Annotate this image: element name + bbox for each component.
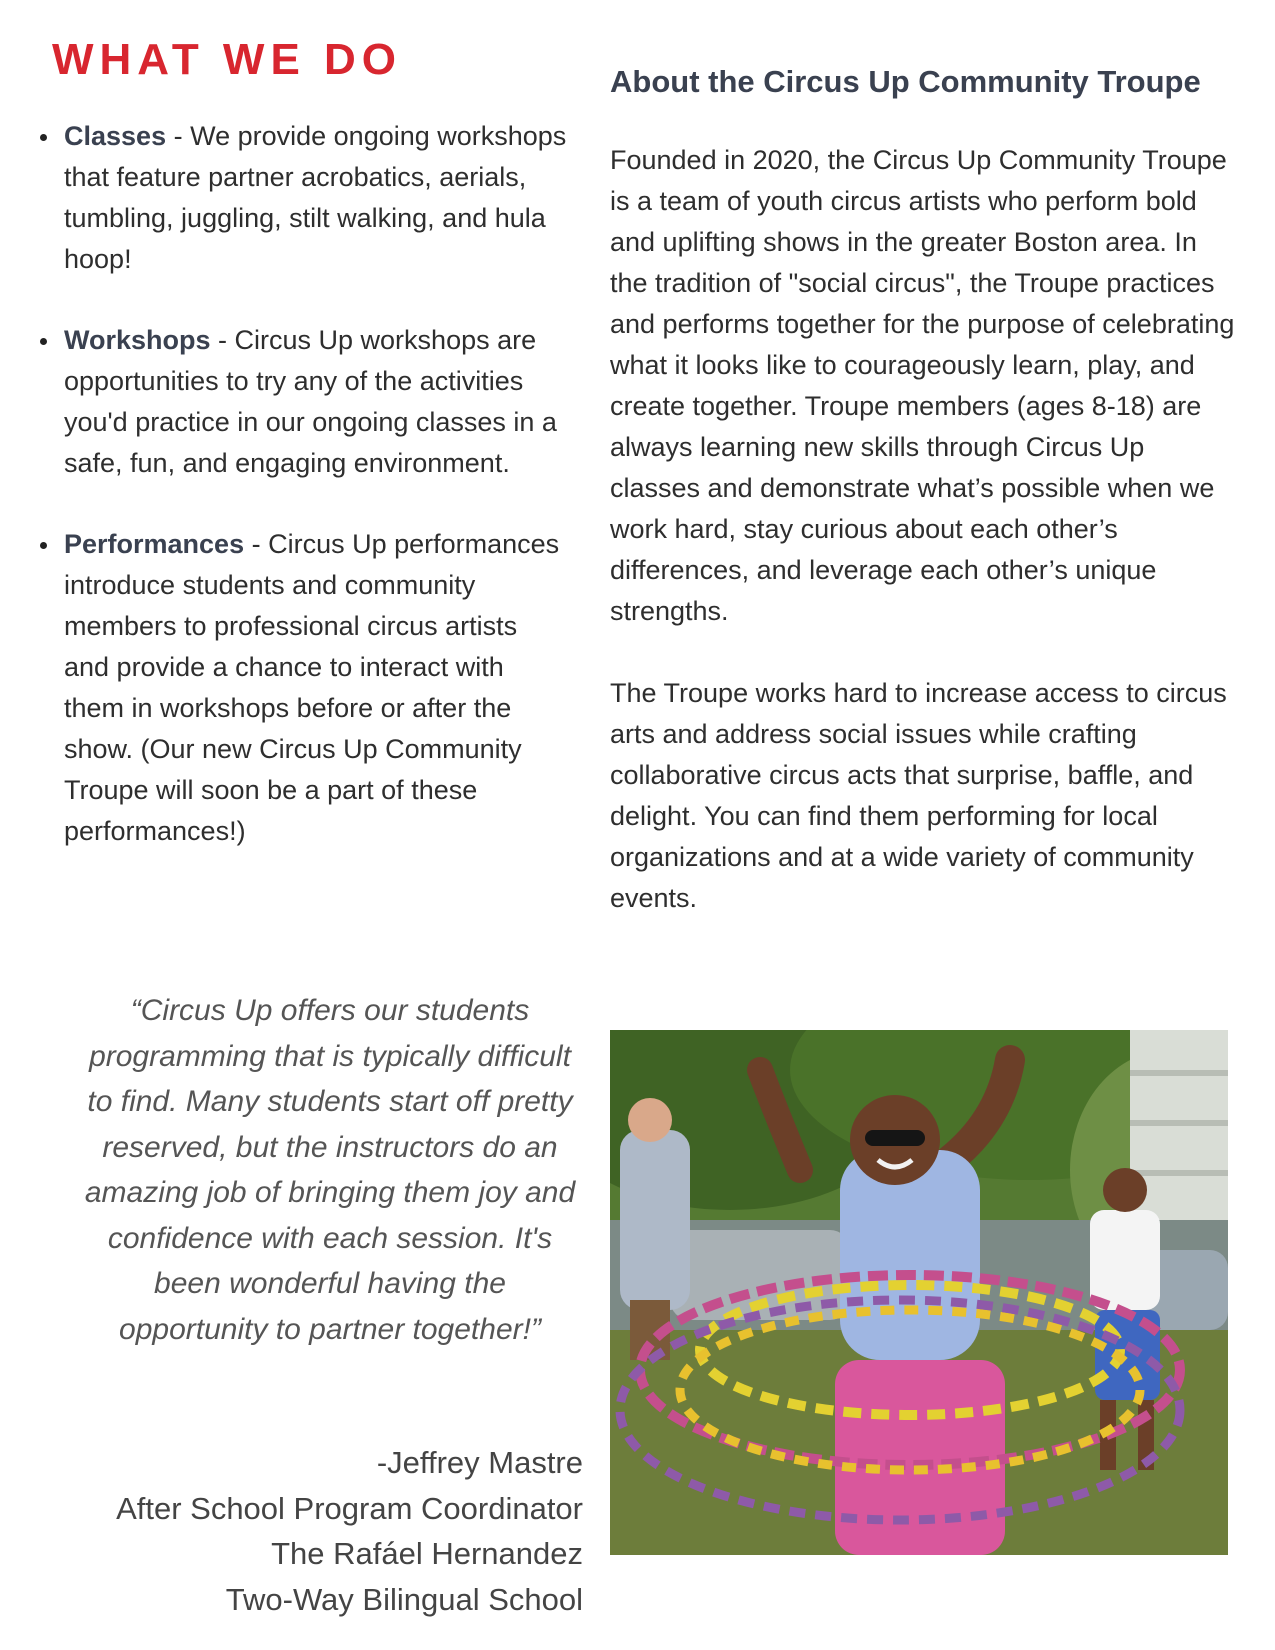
bullet-term: Performances [64, 529, 245, 559]
bullet-text: - Circus Up workshops are opportunities to try any of the activities you'd practice in our ongoing classes in a safe, fun, and engaging environment. [64, 325, 557, 478]
attribution-role: After School Program Coordinator [116, 1490, 583, 1526]
bullet-term: Classes [64, 121, 167, 151]
bullet-term: Workshops [64, 325, 211, 355]
right-column [610, 60, 1240, 919]
hula-hoop-photo [610, 1030, 1228, 1555]
testimonial-quote: “Circus Up offers our students programming that is typically difficult to find. Many students start off pretty reserved, but the instructors do an amazing job of bringing them joy and confidence with each session. It's been wonderful having the opportunity to partner together!” [84, 994, 576, 1346]
list-item-workshops [38, 320, 568, 484]
attribution-school-line-2: Two-Way Bilingual School [225, 1581, 583, 1617]
quote-attribution [116, 1440, 583, 1622]
bullet-text: - Circus Up performances introduce students and community members to professional circus artists and provide a chance to interact with them in workshops before or after the show. (Our new Circus Up Community Troupe will soon be a part of these performances!) [64, 529, 560, 846]
about-title: About the Circus Up Community Troupe [610, 64, 1201, 99]
attribution-school-line-1: The Rafáel Hernandez [271, 1536, 583, 1571]
bullet-text: - We provide ongoing workshops that feature partner acrobatics, aerials, tumbling, juggling, stilt walking, and hula hoop! [64, 121, 567, 274]
about-paragraph-1: Founded in 2020, the Circus Up Community Troupe is a team of youth circus artists who perform bold and uplifting shows in the greater Boston area. In the tradition of "social circus", the Troupe practices and performs together for the purpose of celebrating what it looks like to courageously learn, play, and create together. Troupe members (ages 8-18) are always learning new skills through Circus Up classes and demonstrate what’s possible when we work hard, stay curious about each other’s differences, and leverage each other’s unique strengths. [610, 145, 1235, 626]
attribution-name: -Jeffrey Mastre [376, 1445, 583, 1480]
programs-list [38, 116, 568, 852]
what-we-do-heading: WHAT WE DO [52, 35, 403, 84]
about-paragraph-2: The Troupe works hard to increase access to circus arts and address social issues while crafting collaborative circus acts that surprise, baffle, and delight. You can find them performing for local organizations and at a wide variety of community events. [610, 678, 1227, 913]
hula-hoop-photo-illustration [610, 1030, 1228, 1555]
list-item-performances [38, 524, 568, 852]
list-item-classes [38, 116, 568, 280]
left-column [38, 30, 568, 892]
